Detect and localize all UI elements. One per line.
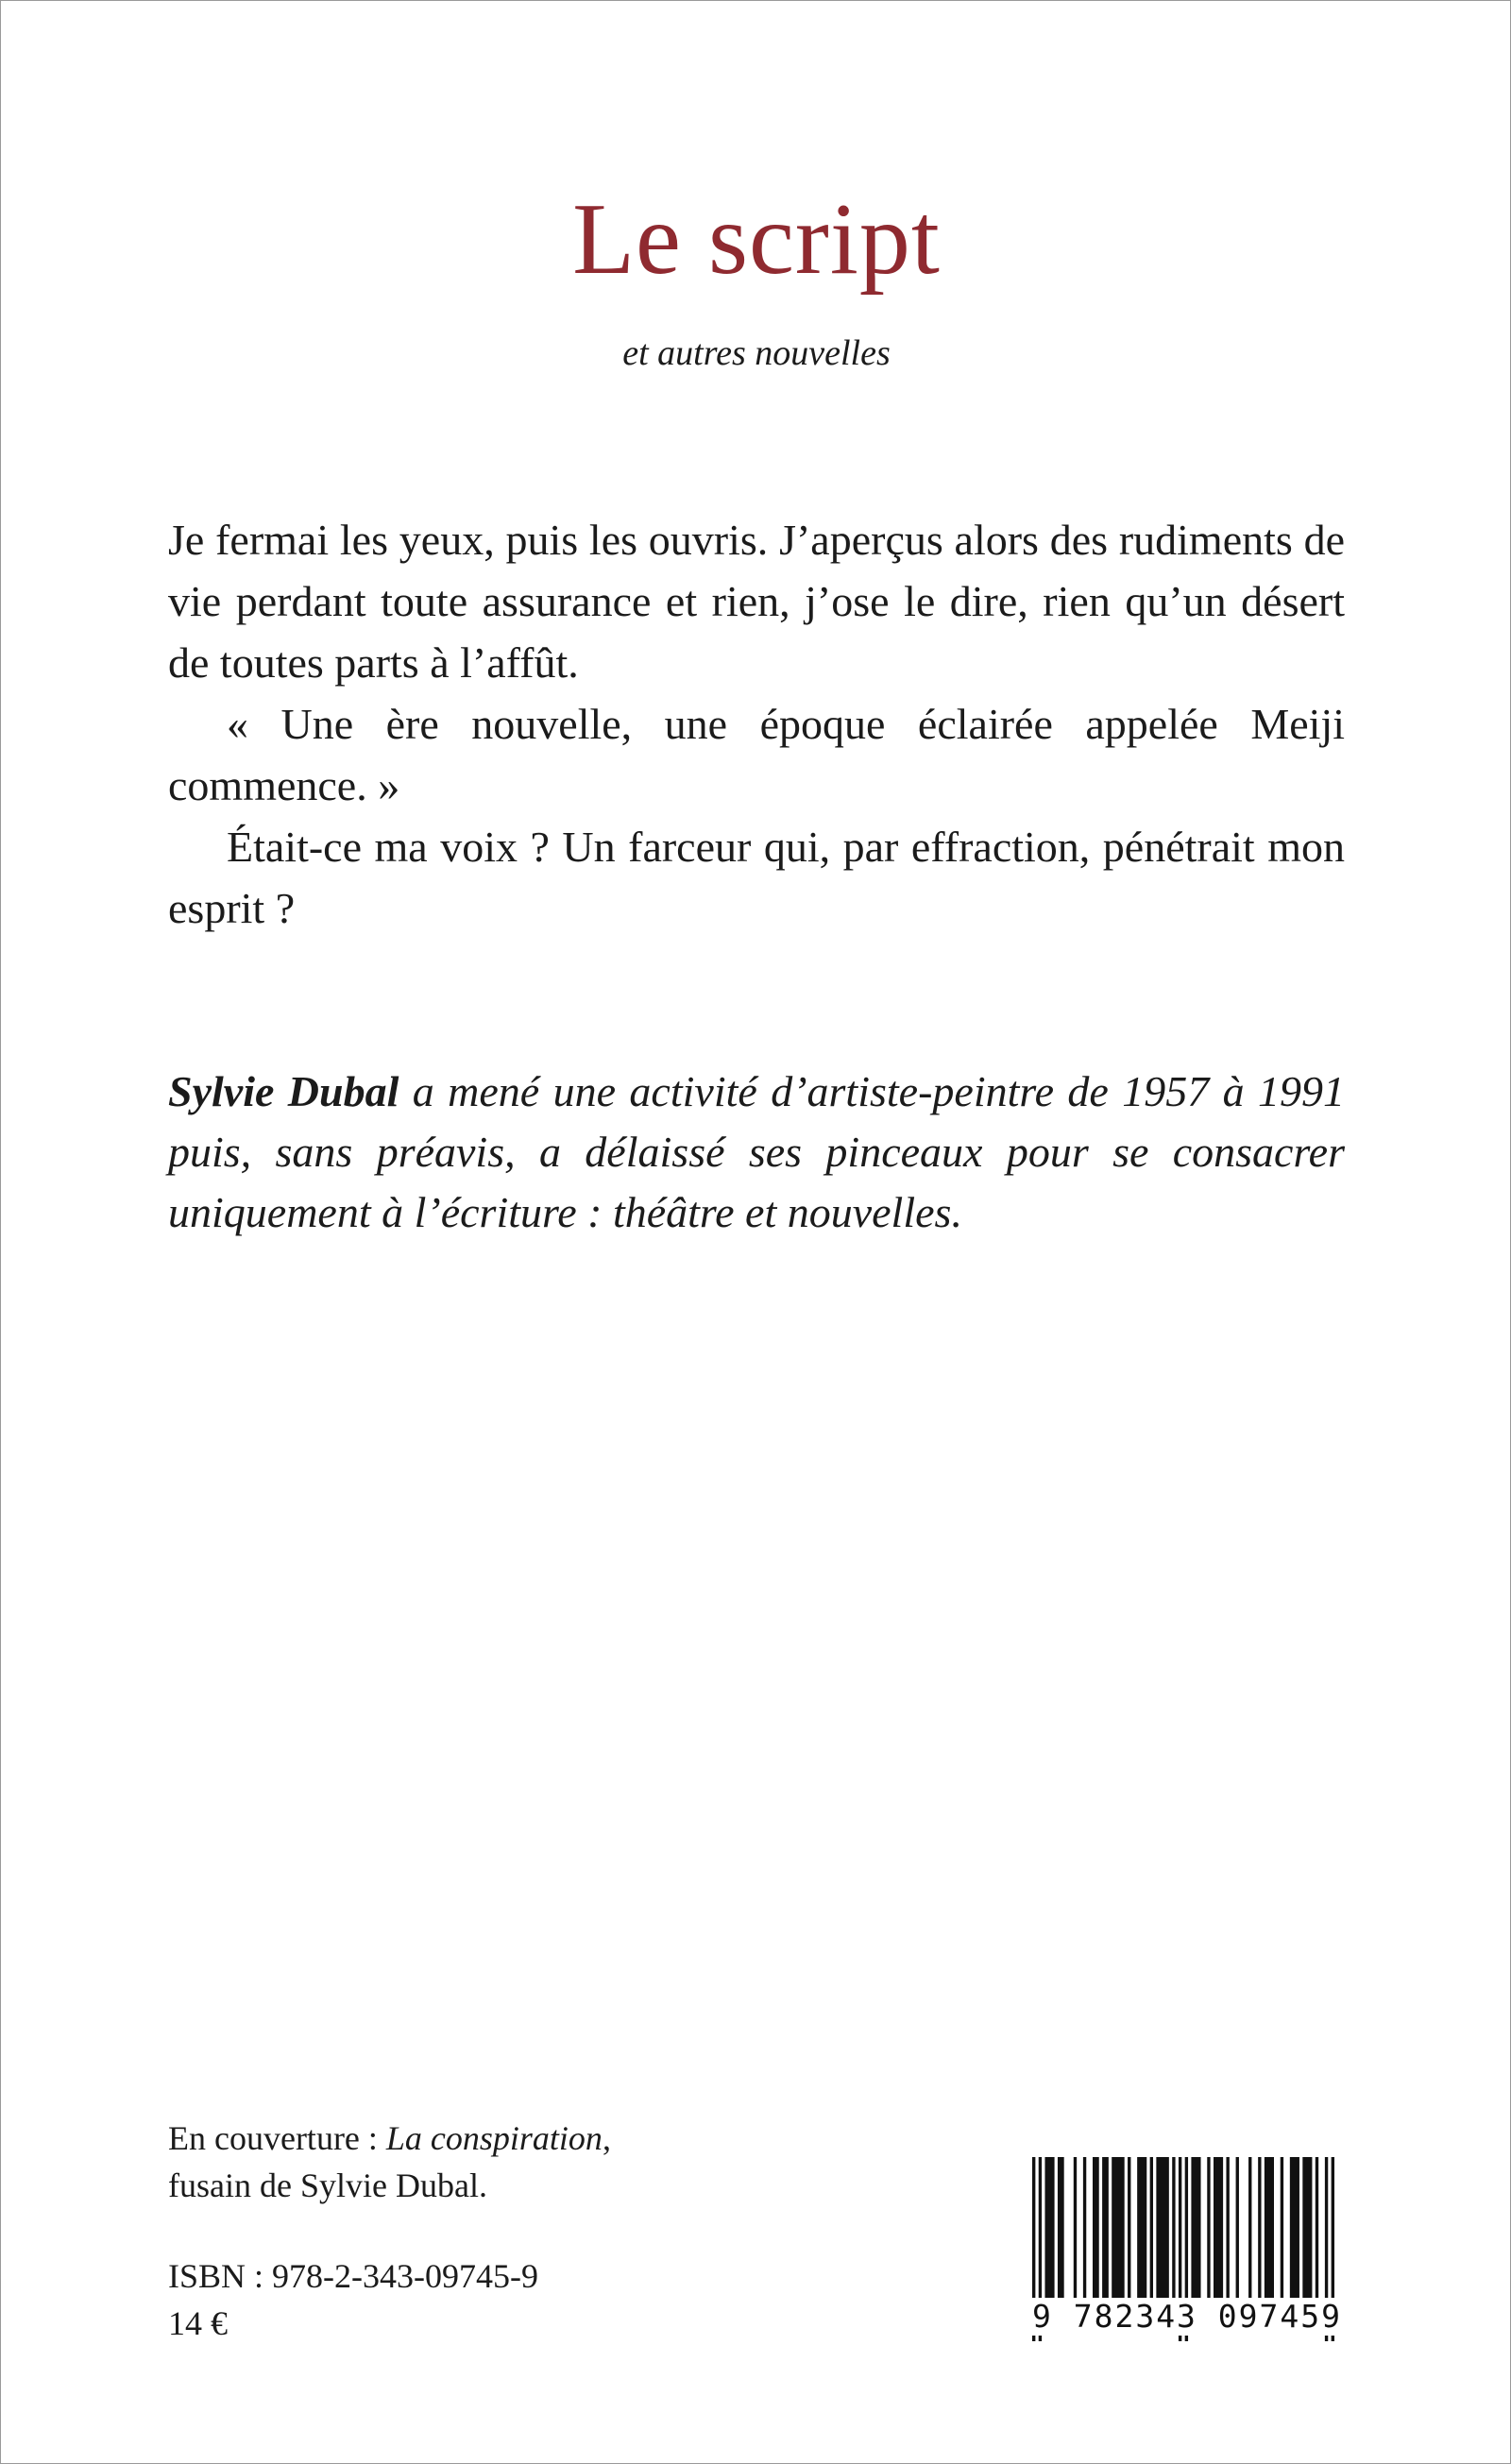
cover-credit-line-2: fusain de Sylvie Dubal. xyxy=(168,2167,487,2204)
cover-credit xyxy=(168,2115,611,2209)
barcode-bar xyxy=(1214,2157,1223,2299)
barcode-bar xyxy=(1226,2157,1229,2299)
excerpt-paragraph-2: « Une ère nouvelle, une époque éclairée appelée Meiji commence. » xyxy=(168,700,1345,809)
barcode-bar xyxy=(1137,2157,1146,2299)
cover-credit-suffix: , xyxy=(602,2119,611,2157)
excerpt xyxy=(168,509,1345,939)
author-bio xyxy=(168,1062,1345,1243)
author-bio-text: a mené une activité d’artiste-peintre de 1957 à 1991 puis, sans préavis, a délaissé ses pinceaux pour se consacrer uniquement à l’écriture : théâtre et nouvelles. xyxy=(168,1067,1345,1236)
barcode-bar xyxy=(1083,2157,1086,2299)
book-title: Le script xyxy=(572,183,941,296)
barcode-bar xyxy=(1290,2157,1299,2299)
barcode-bar xyxy=(1112,2157,1124,2299)
barcode-bar xyxy=(1316,2157,1318,2299)
barcode-bar xyxy=(1044,2157,1054,2299)
barcode-bar xyxy=(1172,2157,1175,2299)
barcode-bar xyxy=(1302,2157,1312,2299)
barcode-bar xyxy=(1248,2157,1251,2299)
barcode-bar xyxy=(1074,2157,1077,2299)
cover-credit-line-1 xyxy=(168,2115,611,2162)
barcode-bar xyxy=(1093,2157,1099,2299)
barcode-bar xyxy=(1058,2157,1064,2299)
barcode-bar xyxy=(1236,2157,1239,2299)
barcode-bar xyxy=(1281,2157,1283,2299)
barcode-bar xyxy=(1191,2157,1200,2299)
barcode-bar xyxy=(1156,2157,1168,2299)
book-subtitle: et autres nouvelles xyxy=(622,333,891,373)
cover-credit-prefix: En couverture : xyxy=(168,2119,386,2157)
author-name: Sylvie Dubal xyxy=(168,1067,399,1115)
barcode-bar xyxy=(1265,2157,1274,2299)
excerpt-paragraph-1: Je fermai les yeux, puis les ouvris. J’aperçus alors des rudiments de vie perdant toute assurance et rien, j’ose le dire, rien qu’un désert de toutes parts à l’affût. xyxy=(168,516,1345,687)
barcode-bar xyxy=(1258,2157,1261,2299)
barcode-bar xyxy=(1207,2157,1210,2299)
cover-artwork-title: La conspiration xyxy=(385,2119,603,2157)
isbn-number: ISBN : 978-2-343-09745-9 xyxy=(168,2257,538,2295)
barcode-bar xyxy=(1150,2157,1153,2299)
excerpt-paragraph-3: Était-ce ma voix ? Un farceur qui, par effraction, pénétrait mon esprit ? xyxy=(168,823,1345,932)
barcode-bar xyxy=(1128,2157,1130,2299)
publication-info xyxy=(168,2252,538,2347)
price: 14 € xyxy=(168,2304,228,2342)
barcode-bar xyxy=(1102,2157,1109,2299)
barcode-digits: 9 782343 097459 xyxy=(1027,2298,1348,2336)
